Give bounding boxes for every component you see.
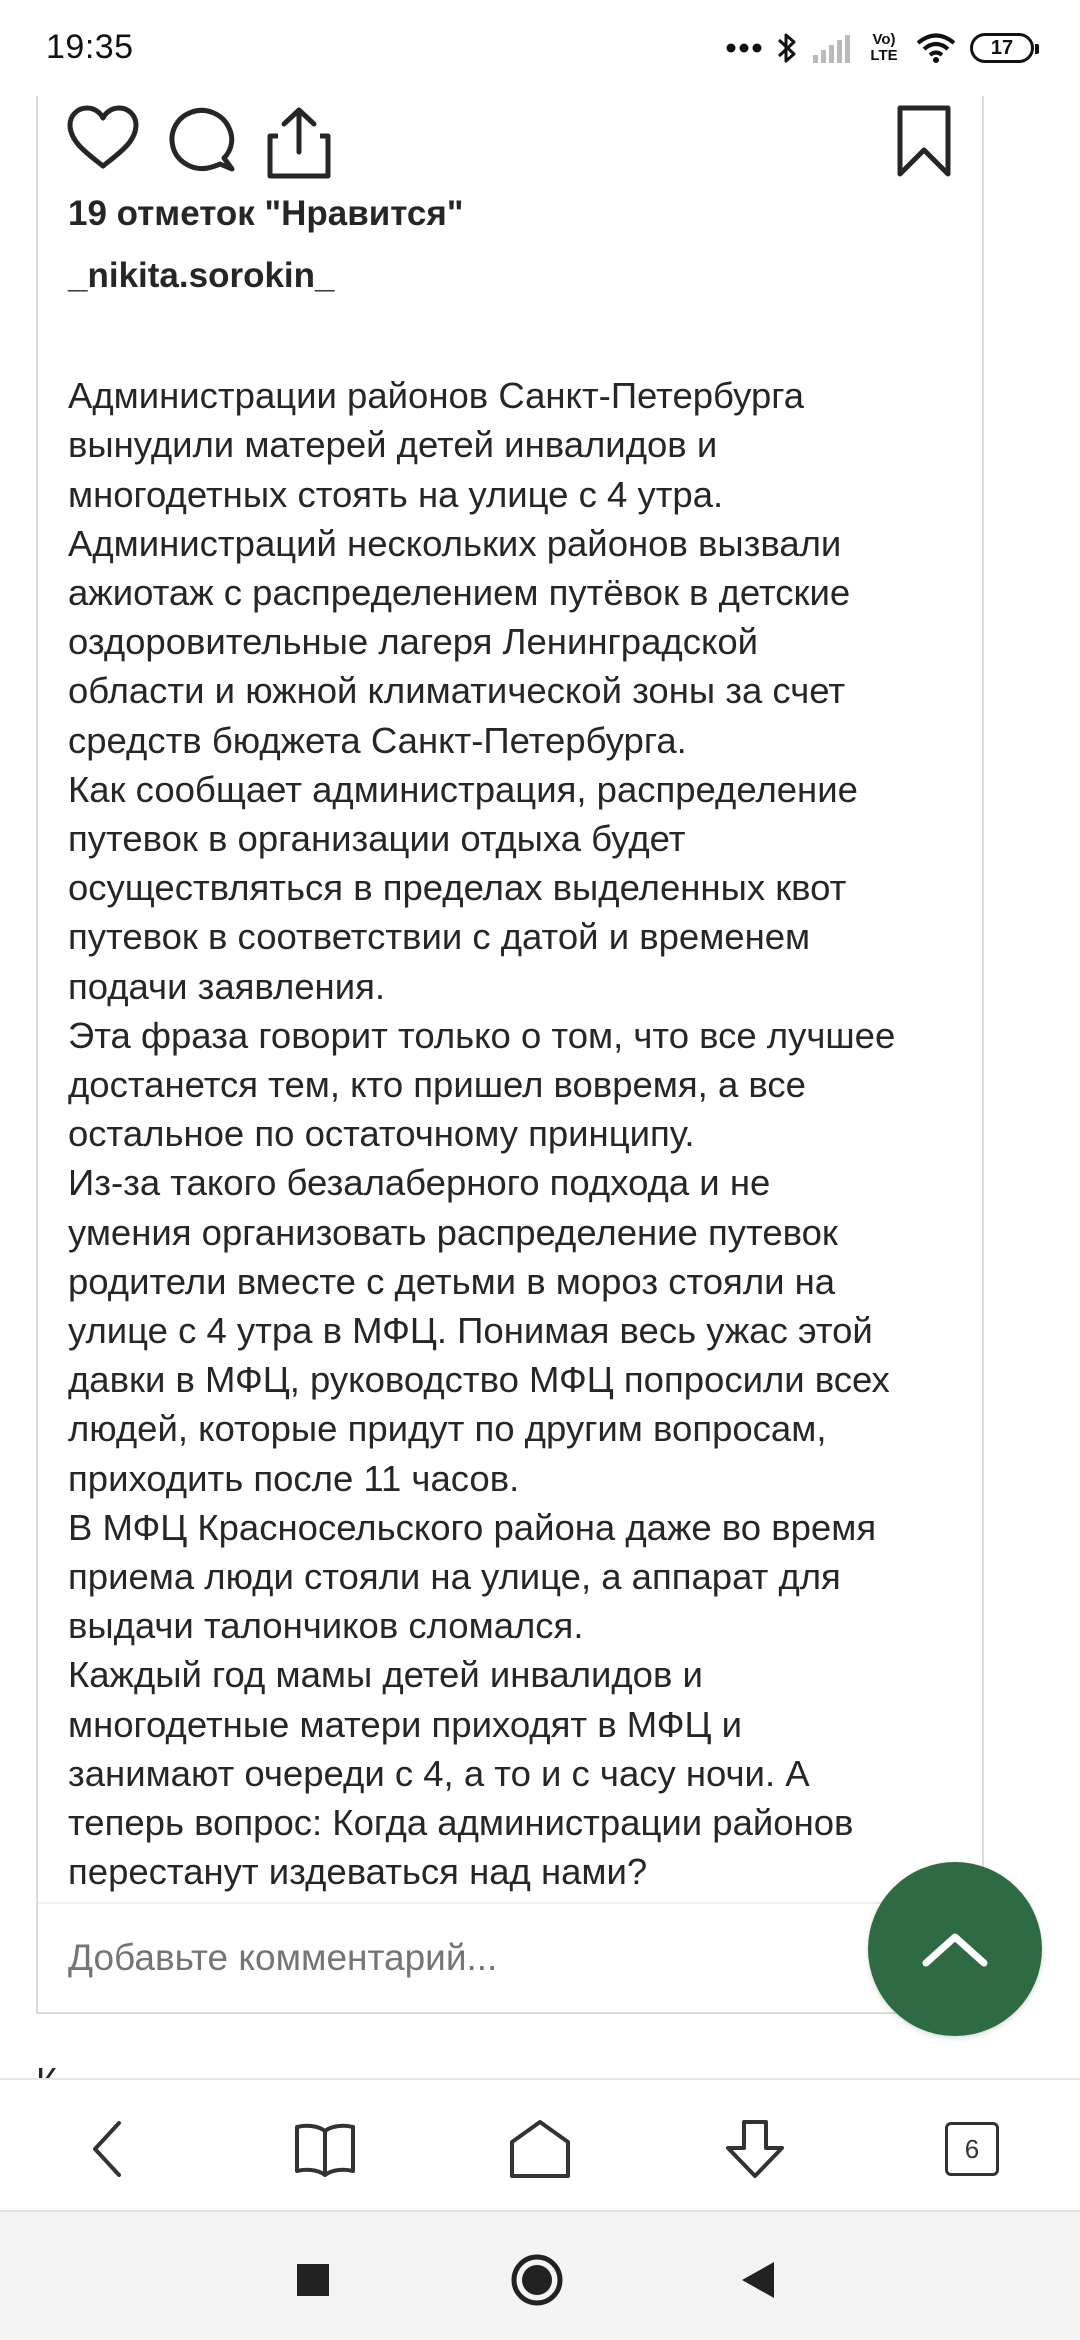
post-author[interactable]: _nikita.sorokin_ (68, 256, 335, 295)
triangle-back-icon (741, 2261, 775, 2299)
status-bar (0, 0, 1080, 96)
volte-label: Vo) LTE (870, 31, 898, 64)
comment-input[interactable] (68, 1918, 868, 1998)
system-back-button[interactable] (718, 2240, 798, 2320)
more-dots-icon (726, 43, 762, 53)
back-button[interactable] (62, 2104, 152, 2194)
status-icons (726, 26, 1034, 70)
heart-icon[interactable] (66, 104, 140, 174)
home-icon (508, 2118, 572, 2180)
status-time: 19:35 (46, 28, 134, 66)
tab-count: 6 (964, 2133, 980, 2164)
comment-divider (38, 1902, 982, 1904)
chevron-up-icon (920, 1929, 990, 1969)
back-arrow-icon (87, 2119, 127, 2179)
comment-icon[interactable] (166, 104, 236, 174)
share-icon[interactable] (264, 104, 334, 180)
volte-icon (866, 32, 902, 64)
download-icon (722, 2118, 788, 2180)
recents-button[interactable] (273, 2240, 353, 2320)
signal-icon (812, 33, 852, 63)
system-navigation-bar (0, 2210, 1080, 2340)
square-icon (296, 2263, 330, 2297)
bookmark-icon[interactable] (896, 104, 952, 178)
system-home-button[interactable] (497, 2240, 577, 2320)
tabs-icon (945, 2122, 999, 2176)
post-card (36, 96, 984, 2014)
post-caption: Администрации районов Санкт-Петербурга вынудили матерей детей инвалидов и многодетных стоять на улице с 4 утра. Администраций нескольких районов вызвали ажиотаж с распределением путёвок в детские оздоровительные лагеря Ленинградской области и южной климатической зоны за счет средств бюджета Санкт-Петербурга. Как сообщает администрация, распределение путевок в организации отдыха будет осуществляться в пределах выделенных квот путевок в соответствии с датой и временем подачи заявления. Эта фраза говорит только о том, что все лучшее достанется тем, кто пришел вовремя, а все остальное по остаточному принципу. Из-за такого безалаберного подхода и не умения организовать распределение путевок родители вместе с детьми в мороз стояли на улице с 4 утра в МФЦ. Понимая весь ужас этой давки в МФЦ, руководство МФЦ попросили всех людей, которые придут по другим вопросам, приходить после 11 часов. В МФЦ Красносельского района даже во время приема люди стояли на улице, а аппарат для выдачи талончиков сломался. Каждый год мамы детей инвалидов и многодетные матери приходят в МФЦ и занимают очереди с 4, а то и с часу ночи. А теперь вопрос: Когда администрации районов перестанут издеваться над нами? (68, 375, 896, 1893)
battery-icon (970, 33, 1034, 63)
bookmarks-book-icon (293, 2121, 357, 2177)
post-actions (66, 104, 956, 190)
likes-count[interactable]: 19 отметок "Нравится" (68, 194, 464, 233)
circle-icon (510, 2253, 564, 2307)
battery-level: 17 (990, 36, 1014, 59)
bookmarks-button[interactable] (280, 2104, 370, 2194)
download-button[interactable] (710, 2104, 800, 2194)
scroll-to-top-button[interactable] (868, 1862, 1042, 2036)
home-button[interactable] (495, 2104, 585, 2194)
bluetooth-icon (776, 30, 798, 66)
wifi-icon (916, 32, 956, 64)
browser-toolbar (0, 2078, 1080, 2212)
tabs-button[interactable] (927, 2104, 1017, 2194)
